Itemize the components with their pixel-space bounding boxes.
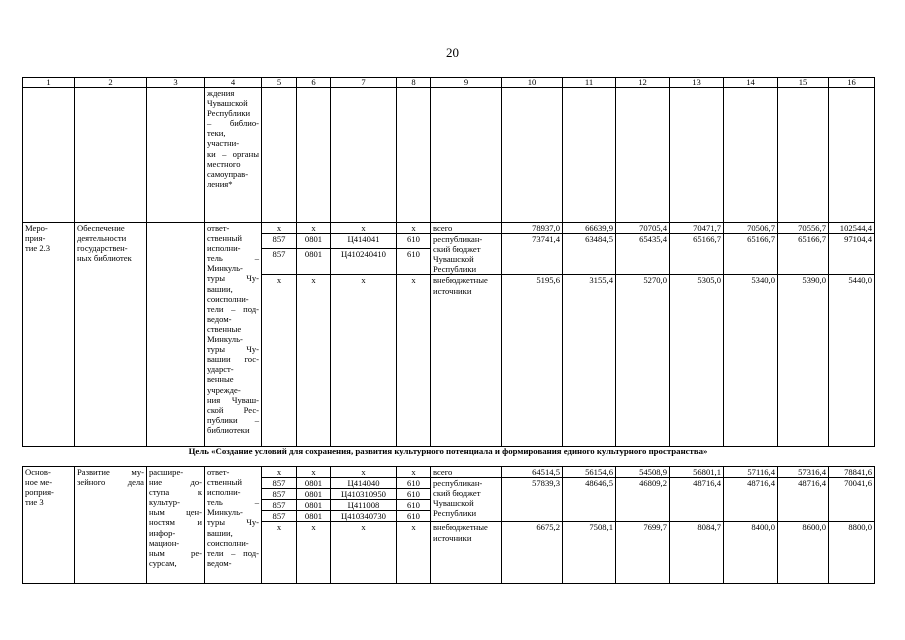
cell-empty	[778, 88, 829, 223]
cell-line: Основ-	[25, 467, 51, 477]
cell-line: источники	[433, 285, 472, 296]
cell-line: вашии,	[207, 527, 233, 538]
cell-line: республикан-	[433, 234, 483, 245]
cell-amount: 73741,4	[502, 234, 563, 275]
cell-line: Развитие му-	[77, 467, 144, 477]
cell-empty	[502, 88, 563, 223]
column-header: 14	[724, 78, 778, 88]
cell-amount: 8084,7	[670, 522, 724, 584]
cell-line: Минкуль-	[207, 507, 243, 518]
cell-line: деятельности	[77, 233, 127, 244]
cell-expense-type: 610	[397, 478, 431, 489]
cell-amount: 57316,4	[778, 467, 829, 478]
cell-line: самоуправ-	[207, 168, 249, 179]
cell-grbs: х	[262, 467, 297, 478]
cell-line: ской Рес-	[207, 404, 259, 415]
cell-line: Республики	[433, 264, 477, 275]
cell-line: мацион-	[149, 537, 180, 548]
cell-amount: 56154,6	[563, 467, 616, 478]
cell-line: теки,	[207, 128, 226, 139]
cell-amount: 7699,7	[616, 522, 670, 584]
cell-grbs: 857	[262, 489, 297, 500]
cell-section: 0801	[297, 248, 331, 275]
cell-line: исполни-	[207, 243, 241, 254]
cell-section: 0801	[297, 489, 331, 500]
column-header: 2	[75, 78, 147, 88]
cell-line: соисполни-	[207, 293, 249, 304]
cell-section: 0801	[297, 511, 331, 522]
goal-heading: Цель «Создание условий для сохранения, развития культурного потенциала и формирования единого культурного пространства»	[188, 446, 708, 456]
budget-table-bottom	[22, 466, 875, 584]
column-header: 1	[23, 78, 75, 88]
cell-line: ственные	[207, 323, 242, 334]
cell-empty	[397, 88, 431, 223]
cell-amount: 64514,5	[502, 467, 563, 478]
cell-line: тель –	[207, 253, 259, 264]
cell-amount: 97104,4	[829, 234, 875, 275]
cell-empty	[724, 88, 778, 223]
cell-amount: 78937,0	[502, 223, 563, 234]
cell-amount: 70041,6	[829, 478, 875, 522]
cell-line: ведом-	[207, 557, 232, 568]
cell-line: исполни-	[207, 487, 241, 498]
cell-col3	[147, 223, 205, 447]
cell-expense-type: х	[397, 275, 431, 447]
cell-grbs: 857	[262, 500, 297, 511]
cell-line: тие 3	[25, 497, 44, 508]
cell-section: 0801	[297, 478, 331, 489]
cell-line: библиотеки	[207, 424, 250, 435]
cell-line: прия-	[25, 233, 46, 244]
cell-line: ждения	[207, 88, 235, 98]
cell-amount: 56801,1	[670, 467, 724, 478]
cell-amount: 65435,4	[616, 234, 670, 275]
cell-line: ский бюджет	[433, 488, 481, 499]
cell-col1	[23, 88, 75, 223]
cell-line: соисполни-	[207, 537, 249, 548]
cell-line: туры Чу-	[207, 273, 259, 284]
cell-expense-type: 610	[397, 511, 431, 522]
cell-expense-type: 610	[397, 489, 431, 500]
cell-target-article: Ц411008	[331, 500, 397, 511]
cell-line: ступа к	[149, 487, 202, 498]
column-header: 7	[331, 78, 397, 88]
cell-line: сурсам,	[149, 557, 177, 568]
cell-line: ных библиотек	[77, 253, 132, 264]
cell-grbs: х	[262, 522, 297, 584]
cell-line: государствен-	[77, 243, 128, 254]
cell-line: ударст-	[207, 364, 234, 375]
cell-grbs: 857	[262, 234, 297, 249]
cell-col3	[147, 88, 205, 223]
cell-amount: 66639,9	[563, 223, 616, 234]
cell-section: х	[297, 275, 331, 447]
event-title	[75, 223, 147, 447]
cell-line: ский бюджет	[433, 244, 481, 255]
cell-line: Республики	[433, 508, 477, 519]
cell-line: местного	[207, 158, 241, 169]
cell-amount: 5195,6	[502, 275, 563, 447]
main-event-label	[23, 467, 75, 584]
cell-amount: 5305,0	[670, 275, 724, 447]
cell-target-article: Ц410340730	[331, 511, 397, 522]
cell-amount: 5340,0	[724, 275, 778, 447]
cell-col4-continuation	[205, 88, 262, 223]
cell-line: вашии,	[207, 283, 233, 294]
cell-line: ственный	[207, 477, 242, 488]
cell-amount: 48716,4	[724, 478, 778, 522]
cell-line: расшире-	[149, 467, 184, 477]
column-header: 16	[829, 78, 875, 88]
cell-amount: 65166,7	[670, 234, 724, 275]
cell-line: туры Чу-	[207, 344, 259, 355]
cell-section: 0801	[297, 500, 331, 511]
cell-line: источники	[433, 532, 472, 543]
cell-grbs: 857	[262, 511, 297, 522]
table-row	[23, 88, 875, 223]
cell-amount: 57839,3	[502, 478, 563, 522]
cell-line: Меро-	[25, 223, 48, 233]
cell-grbs: х	[262, 275, 297, 447]
cell-line: внебюджетные	[433, 522, 488, 533]
cell-grbs: х	[262, 223, 297, 234]
cell-line: учрежде-	[207, 384, 241, 395]
cell-amount: 48716,4	[670, 478, 724, 522]
cell-amount: 6675,2	[502, 522, 563, 584]
cell-amount: 5440,0	[829, 275, 875, 447]
cell-line: республикан-	[433, 478, 483, 489]
cell-amount: 8800,0	[829, 522, 875, 584]
cell-line: Чувашской	[433, 254, 474, 265]
column-header: 13	[670, 78, 724, 88]
cell-line: всего	[433, 223, 453, 233]
column-header: 10	[502, 78, 563, 88]
cell-amount: 5390,0	[778, 275, 829, 447]
cell-empty	[331, 88, 397, 223]
column-header: 6	[297, 78, 331, 88]
cell-line: ное ме-	[25, 477, 53, 488]
cell-expense-type: х	[397, 522, 431, 584]
cell-empty	[431, 88, 502, 223]
cell-expense-type: 610	[397, 500, 431, 511]
cell-line: тели – под-	[207, 547, 259, 558]
cell-amount: 65166,7	[778, 234, 829, 275]
cell-line: Чувашской	[433, 498, 474, 509]
cell-line: всего	[433, 467, 453, 477]
cell-target-article: Ц410310950	[331, 489, 397, 500]
cell-empty	[616, 88, 670, 223]
cell-line: – библио-	[207, 118, 259, 129]
cell-line: венные	[207, 374, 234, 385]
table-row	[23, 78, 875, 88]
table-row	[23, 223, 875, 234]
cell-empty	[670, 88, 724, 223]
cell-line: Минкуль-	[207, 263, 243, 274]
cell-amount: 8600,0	[778, 522, 829, 584]
cell-section: х	[297, 522, 331, 584]
cell-line: ки – органы	[207, 148, 259, 159]
cell-amount: 46809,2	[616, 478, 670, 522]
cell-line: ления*	[207, 178, 233, 189]
event-label	[23, 223, 75, 447]
cell-amount: 65166,7	[724, 234, 778, 275]
cell-empty	[829, 88, 875, 223]
column-header: 8	[397, 78, 431, 88]
cell-line: ведом-	[207, 313, 232, 324]
cell-empty	[262, 88, 297, 223]
cell-line: ние до-	[149, 477, 202, 488]
column-header: 3	[147, 78, 205, 88]
cell-target-article: Ц414041	[331, 234, 397, 249]
cell-line: Республики	[207, 108, 251, 119]
expected-result	[147, 467, 205, 584]
main-event-title	[75, 467, 147, 584]
cell-funding-source	[431, 522, 502, 584]
cell-line: ностям и	[149, 517, 202, 528]
column-header: 4	[205, 78, 262, 88]
cell-amount: 48646,5	[563, 478, 616, 522]
cell-line: роприя-	[25, 487, 54, 498]
cell-amount: 48716,4	[778, 478, 829, 522]
cell-line: ответ-	[207, 223, 230, 233]
cell-line: ния Чуваш-	[207, 394, 259, 405]
cell-funding-source	[431, 223, 502, 234]
column-header: 12	[616, 78, 670, 88]
cell-line: вашии гос-	[207, 354, 259, 365]
cell-line: культур-	[149, 497, 180, 508]
cell-amount: 70705,4	[616, 223, 670, 234]
cell-col2	[75, 88, 147, 223]
responsible-executors	[205, 223, 262, 447]
cell-target-article: х	[331, 467, 397, 478]
cell-line: зейного дела	[77, 477, 144, 488]
cell-amount: 63484,5	[563, 234, 616, 275]
cell-grbs: 857	[262, 248, 297, 275]
page-number: 20	[446, 45, 459, 60]
cell-empty	[563, 88, 616, 223]
cell-target-article: Ц414040	[331, 478, 397, 489]
cell-line: ответ-	[207, 467, 230, 477]
cell-funding-source	[431, 478, 502, 522]
column-header: 11	[563, 78, 616, 88]
cell-expense-type: х	[397, 467, 431, 478]
cell-amount: 78841,6	[829, 467, 875, 478]
column-header: 5	[262, 78, 297, 88]
cell-section: х	[297, 467, 331, 478]
cell-section: х	[297, 223, 331, 234]
cell-line: тие 2.3	[25, 243, 51, 254]
cell-funding-source	[431, 234, 502, 275]
cell-amount: 102544,4	[829, 223, 875, 234]
cell-amount: 7508,1	[563, 522, 616, 584]
cell-amount: 5270,0	[616, 275, 670, 447]
cell-amount: 3155,4	[563, 275, 616, 447]
cell-target-article: Ц410240410	[331, 248, 397, 275]
cell-line: ственный	[207, 233, 242, 244]
cell-expense-type: х	[397, 223, 431, 234]
cell-expense-type: 610	[397, 248, 431, 275]
cell-line: туры Чу-	[207, 517, 259, 528]
cell-line: инфор-	[149, 527, 176, 538]
cell-line: тель –	[207, 497, 259, 508]
cell-target-article: х	[331, 522, 397, 584]
cell-amount: 57116,4	[724, 467, 778, 478]
cell-line: публики –	[207, 414, 259, 425]
cell-line: Обеспечение	[77, 223, 125, 233]
responsible-executors	[205, 467, 262, 584]
cell-expense-type: 610	[397, 234, 431, 249]
cell-line: ным ре-	[149, 547, 202, 558]
cell-target-article: х	[331, 223, 397, 234]
cell-funding-source	[431, 467, 502, 478]
cell-amount: 70506,7	[724, 223, 778, 234]
column-header: 9	[431, 78, 502, 88]
cell-amount: 8400,0	[724, 522, 778, 584]
cell-target-article: х	[331, 275, 397, 447]
cell-line: Минкуль-	[207, 334, 243, 345]
cell-funding-source	[431, 275, 502, 447]
cell-amount: 70556,7	[778, 223, 829, 234]
cell-line: ным цен-	[149, 507, 202, 518]
cell-grbs: 857	[262, 478, 297, 489]
cell-line: участни-	[207, 138, 240, 149]
cell-line: Чувашской	[207, 98, 248, 109]
cell-section: 0801	[297, 234, 331, 249]
cell-amount: 70471,7	[670, 223, 724, 234]
table-row	[23, 467, 875, 478]
budget-table-top	[22, 77, 875, 447]
cell-empty	[297, 88, 331, 223]
cell-line: внебюджетные	[433, 275, 488, 286]
column-header: 15	[778, 78, 829, 88]
cell-amount: 54508,9	[616, 467, 670, 478]
cell-line: тели – под-	[207, 303, 259, 314]
